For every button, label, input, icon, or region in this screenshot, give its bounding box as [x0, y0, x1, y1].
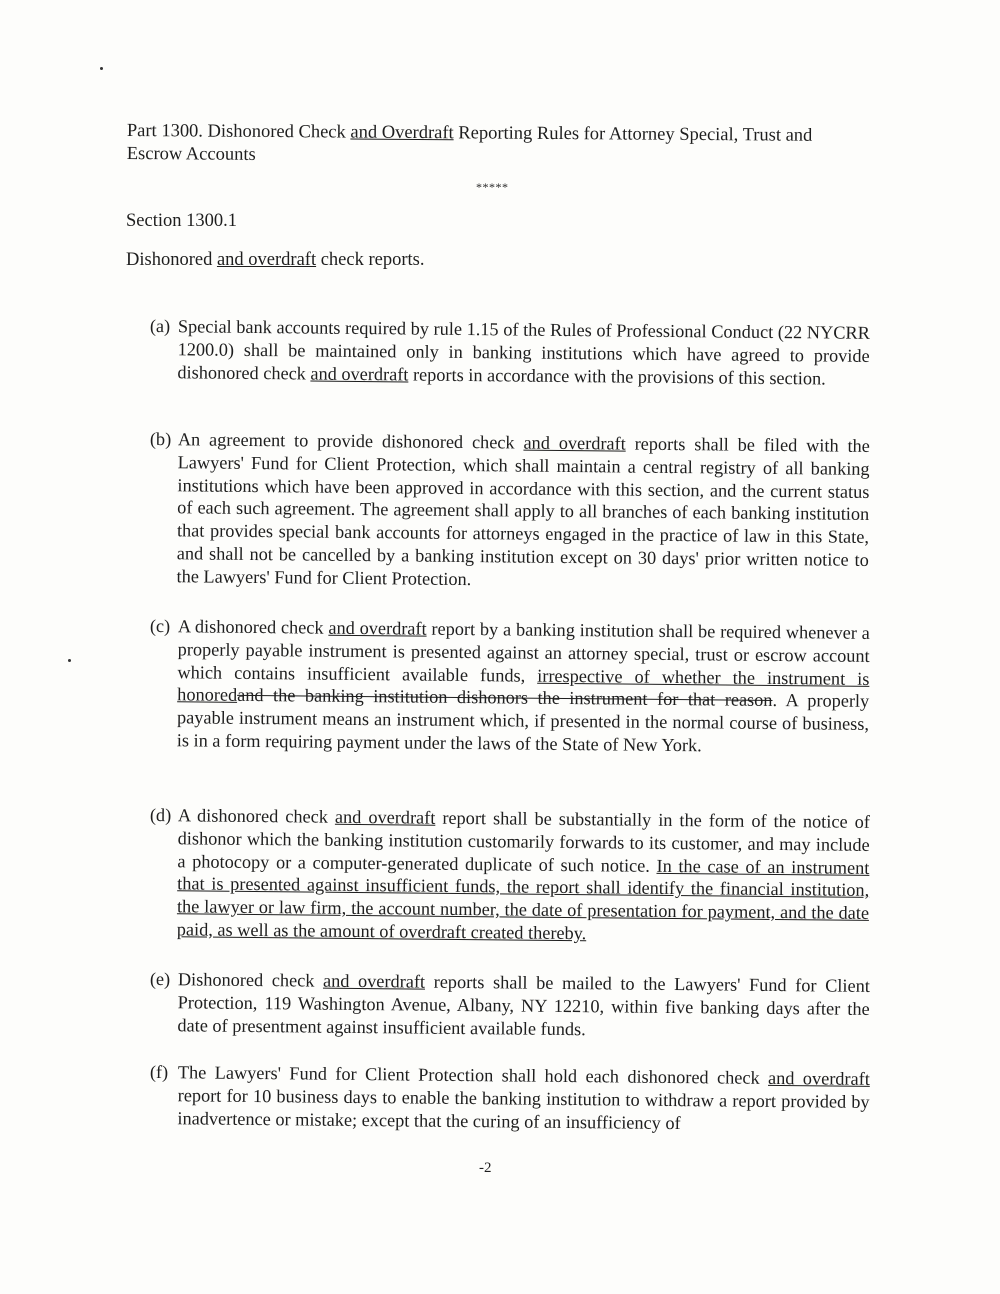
inserted-text: and overdraft	[767, 1067, 870, 1089]
inserted-text: In the case of an instrument that is presented against insufficient funds, the report shall identify the financial institution, the lawyer or law firm, the account number, the date of presentation for payment, and the date paid, as well as the amount of overdraft created thereby.	[176, 855, 870, 944]
paragraph-a	[149, 315, 870, 390]
inserted-text: and overdraft	[216, 250, 317, 270]
scan-speck	[68, 659, 71, 662]
inserted-text: and overdraft	[523, 432, 626, 454]
document-title: Part 1300. Dishonored Check and Overdraft Reporting Rules for Attorney Special, Trust and Escrow Accounts	[126, 120, 813, 165]
page-number: -2	[479, 1160, 492, 1176]
paragraph-label: (a)	[149, 315, 171, 337]
inserted-text: irrespective of whether the instrument is honored	[177, 665, 870, 706]
inserted-text: and overdraft	[322, 970, 426, 992]
paragraph-label: (c)	[149, 615, 171, 637]
paragraph-e	[149, 968, 870, 1043]
inserted-text: and overdraft	[328, 617, 427, 639]
section-separator: *****	[476, 180, 509, 194]
inserted-text: and overdraft	[310, 363, 409, 385]
paragraph-label: (e)	[149, 968, 171, 990]
paragraph-body: A dishonored check and overdraft report shall be substantially in the form of the notice of dishonor which the banking institution customarily forwards to its customer, and may include a photocopy or a computer-generated duplicate of such notice. In the case of an instrument that is presented against insufficient funds, the report shall identify the financial institution, the lawyer or law firm, the account number, the date of presentation for payment, and the date paid, as well as the amount of overdraft created thereby.	[176, 805, 870, 944]
paragraph-d	[149, 804, 870, 948]
paragraph-b	[148, 428, 869, 594]
paragraph-body: A dishonored check and overdraft report by a banking institution shall be required whenever a properly payable instrument is presented against an attorney special, trust or escrow account which contains insufficient available funds, irrespective of whether the instrument is honoredand the banking institution dishonors the instrument for that reason. A properly payable instrument means an instrument which, if presented in the normal course of business, is in a form requiring payment under the laws of the State of New York.	[176, 616, 870, 756]
deleted-text: and the banking institution dishonors the instrument for that reason	[237, 685, 773, 711]
paragraph-label: (d)	[149, 804, 172, 826]
paragraph-label: (f)	[149, 1062, 169, 1083]
inserted-text: and overdraft	[334, 806, 436, 828]
section-heading: Dishonored and overdraft check reports.	[126, 250, 425, 270]
section-label: Section 1300.1	[126, 211, 237, 231]
paragraph-body: Dishonored check and overdraft reports shall be mailed to the Lawyers' Fund for Client Protection, 119 Washington Avenue, Albany, NY 12210, within five banking days after the date of presentment against insufficient available funds.	[177, 969, 870, 1039]
paragraph-body: Special bank accounts required by rule 1.15 of the Rules of Professional Conduct (22 NYCRR 1200.0) shall be maintained only in banking institutions which have agreed to provide dishonored check and overdraft reports in accordance with the provisions of this section.	[177, 316, 870, 389]
paragraph-body: An agreement to provide dishonored check and overdraft reports shall be filed with the Lawyers' Fund for Client Protection, which shall maintain a central registry of all banking institutions which have been approved in accordance with this section, and the current status of each such agreement. The agreement shall apply to all branches of each banking institution that provides special bank accounts for attorneys engaged in the practice of law in this State, and shall not be cancelled by a banking institution except on 30 days' prior written notice to the Lawyers' Fund for Client Protection.	[176, 429, 870, 589]
paragraph-f	[149, 1061, 870, 1136]
scan-speck	[100, 67, 103, 70]
paragraph-c	[149, 615, 870, 759]
paragraph-label: (b)	[149, 428, 172, 450]
inserted-text: and Overdraft	[350, 122, 454, 144]
paragraph-body: The Lawyers' Fund for Client Protection shall hold each dishonored check and overdraft report for 10 business days to enable the banking institution to withdraw a report provided by inadvertence or mistake; except that the curing of an insufficiency of	[177, 1062, 870, 1133]
